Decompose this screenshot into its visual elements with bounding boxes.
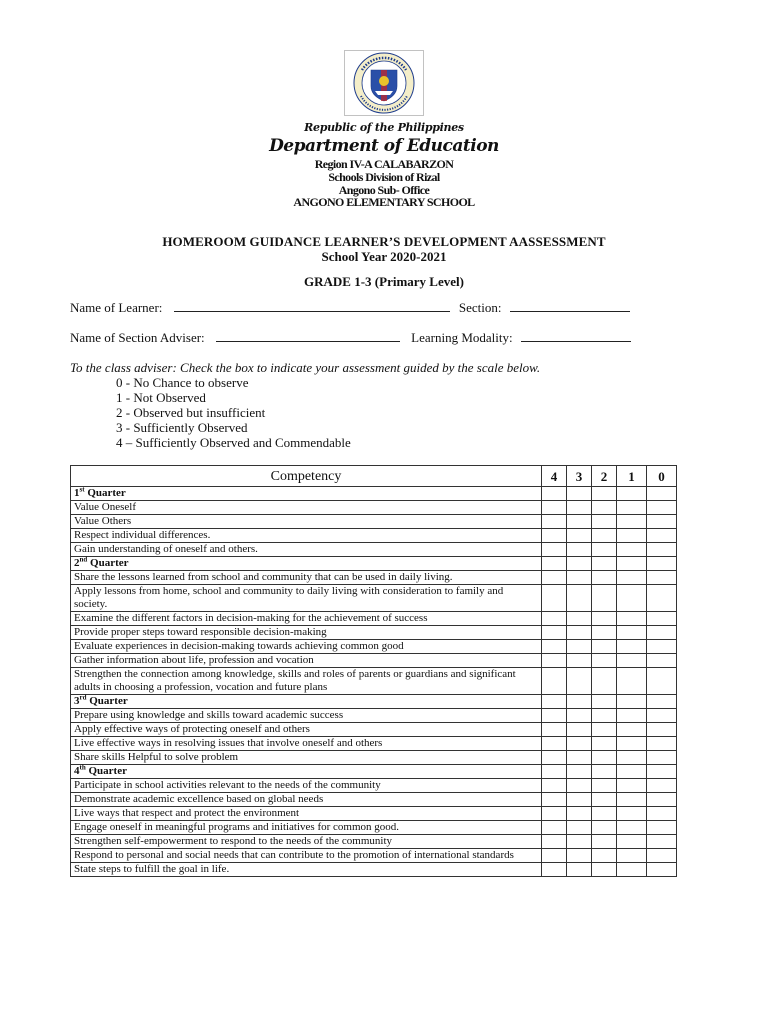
rating-checkbox-cell[interactable]	[542, 737, 567, 751]
quarter-blank-cell	[647, 765, 677, 779]
scale-column-header: 0	[647, 466, 677, 487]
quarter-header-row	[71, 765, 677, 779]
rating-checkbox-cell[interactable]	[617, 751, 647, 765]
rating-checkbox-cell[interactable]	[542, 821, 567, 835]
rating-checkbox-cell[interactable]	[567, 737, 592, 751]
quarter-label: 2nd Quarter	[71, 557, 542, 571]
rating-checkbox-cell[interactable]	[542, 654, 567, 668]
competency-text: Respond to personal and social needs that can contribute to the promotion of international standards	[71, 849, 542, 863]
competency-text: Apply lessons from home, school and community to daily living with consideration to family and society.	[71, 585, 542, 612]
rating-checkbox-cell[interactable]	[542, 863, 567, 877]
rating-checkbox-cell[interactable]	[567, 793, 592, 807]
rating-checkbox-cell[interactable]	[617, 571, 647, 585]
rating-checkbox-cell[interactable]	[542, 709, 567, 723]
grade-level: GRADE 1-3 (Primary Level)	[304, 274, 464, 289]
rating-checkbox-cell[interactable]	[592, 640, 617, 654]
rating-checkbox-cell[interactable]	[647, 626, 677, 640]
rating-checkbox-cell[interactable]	[567, 515, 592, 529]
rating-checkbox-cell[interactable]	[617, 723, 647, 737]
rating-checkbox-cell[interactable]	[647, 737, 677, 751]
adviser-row	[70, 329, 631, 346]
rating-checkbox-cell[interactable]	[647, 515, 677, 529]
rating-checkbox-cell[interactable]	[617, 612, 647, 626]
rating-checkbox-cell[interactable]	[567, 668, 592, 695]
rating-checkbox-cell[interactable]	[567, 751, 592, 765]
rating-checkbox-cell[interactable]	[542, 835, 567, 849]
rating-checkbox-cell[interactable]	[647, 612, 677, 626]
quarter-blank-cell	[592, 695, 617, 709]
rating-checkbox-cell[interactable]	[567, 723, 592, 737]
rating-checkbox-cell[interactable]	[567, 501, 592, 515]
rating-checkbox-cell[interactable]	[592, 737, 617, 751]
table-row	[71, 863, 677, 877]
competency-text: Engage oneself in meaningful programs and initiatives for common good.	[71, 821, 542, 835]
rating-checkbox-cell[interactable]	[592, 793, 617, 807]
rating-checkbox-cell[interactable]	[617, 668, 647, 695]
rating-checkbox-cell[interactable]	[617, 501, 647, 515]
rating-checkbox-cell[interactable]	[567, 821, 592, 835]
rating-checkbox-cell[interactable]	[567, 529, 592, 543]
scale-column-header: 1	[617, 466, 647, 487]
competency-header: Competency	[71, 466, 542, 487]
scale-column-header: 4	[542, 466, 567, 487]
rating-checkbox-cell[interactable]	[542, 585, 567, 612]
rating-checkbox-cell[interactable]	[592, 668, 617, 695]
school-year: School Year 2020-2021	[321, 249, 447, 264]
rating-checkbox-cell[interactable]	[542, 779, 567, 793]
table-row	[71, 751, 677, 765]
quarter-blank-cell	[592, 487, 617, 501]
form-title: HOMEROOM GUIDANCE LEARNER’S DEVELOPMENT AASSESSMENT	[162, 234, 606, 249]
competency-text: Value Others	[71, 515, 542, 529]
rating-checkbox-cell[interactable]	[617, 737, 647, 751]
rating-checkbox-cell[interactable]	[647, 668, 677, 695]
competency-text: Value Oneself	[71, 501, 542, 515]
rating-checkbox-cell[interactable]	[592, 585, 617, 612]
rating-checkbox-cell[interactable]	[542, 626, 567, 640]
quarter-blank-cell	[542, 487, 567, 501]
table-row	[71, 626, 677, 640]
rating-checkbox-cell[interactable]	[617, 863, 647, 877]
rating-checkbox-cell[interactable]	[647, 779, 677, 793]
quarter-label: 3rd Quarter	[71, 695, 542, 709]
competency-text: Respect individual differences.	[71, 529, 542, 543]
quarter-label: 1st Quarter	[71, 487, 542, 501]
scale-item: 4 – Sufficiently Observed and Commendable	[116, 435, 351, 450]
rating-checkbox-cell[interactable]	[592, 626, 617, 640]
competency-text: Participate in school activities relevant to the needs of the community	[71, 779, 542, 793]
rating-checkbox-cell[interactable]	[592, 835, 617, 849]
quarter-blank-cell	[617, 695, 647, 709]
modality-field[interactable]	[521, 329, 631, 342]
rating-checkbox-cell[interactable]	[592, 779, 617, 793]
rating-checkbox-cell[interactable]	[567, 709, 592, 723]
quarter-blank-cell	[647, 557, 677, 571]
rating-checkbox-cell[interactable]	[647, 501, 677, 515]
table-row	[71, 723, 677, 737]
quarter-blank-cell	[617, 765, 647, 779]
competency-rows	[71, 487, 677, 877]
rating-checkbox-cell[interactable]	[542, 640, 567, 654]
table-row	[71, 543, 677, 557]
competency-text: Gain understanding of oneself and others.	[71, 543, 542, 557]
rating-checkbox-cell[interactable]	[647, 571, 677, 585]
rating-checkbox-cell[interactable]	[542, 571, 567, 585]
rating-checkbox-cell[interactable]	[542, 501, 567, 515]
rating-checkbox-cell[interactable]	[567, 612, 592, 626]
rating-checkbox-cell[interactable]	[542, 515, 567, 529]
rating-checkbox-cell[interactable]	[647, 849, 677, 863]
table-row	[71, 612, 677, 626]
section-label: Section:	[458, 300, 502, 315]
table-row	[71, 529, 677, 543]
school-label: ANGONO ELEMENTARY SCHOOL	[293, 195, 475, 209]
table-row	[71, 807, 677, 821]
rating-checkbox-cell[interactable]	[592, 723, 617, 737]
rating-checkbox-cell[interactable]	[617, 654, 647, 668]
rating-checkbox-cell[interactable]	[647, 543, 677, 557]
rating-checkbox-cell[interactable]	[567, 863, 592, 877]
competency-text: Live ways that respect and protect the environment	[71, 807, 542, 821]
learner-row	[70, 299, 630, 316]
competency-text: Provide proper steps toward responsible decision-making	[71, 626, 542, 640]
competency-text: Demonstrate academic excellence based on global needs	[71, 793, 542, 807]
rating-checkbox-cell[interactable]	[592, 612, 617, 626]
learner-label: Name of Learner:	[70, 300, 163, 315]
adviser-label: Name of Section Adviser:	[70, 330, 205, 345]
quarter-blank-cell	[617, 557, 647, 571]
rating-checkbox-cell[interactable]	[647, 835, 677, 849]
rating-checkbox-cell[interactable]	[617, 821, 647, 835]
quarter-blank-cell	[542, 557, 567, 571]
rating-checkbox-cell[interactable]	[617, 640, 647, 654]
table-row	[71, 654, 677, 668]
quarter-blank-cell	[647, 487, 677, 501]
table-row	[71, 779, 677, 793]
rating-checkbox-cell[interactable]	[542, 751, 567, 765]
rating-checkbox-cell[interactable]	[647, 709, 677, 723]
rating-checkbox-cell[interactable]	[647, 640, 677, 654]
department-label: Department of Education	[269, 136, 499, 156]
quarter-blank-cell	[617, 487, 647, 501]
rating-checkbox-cell[interactable]	[542, 807, 567, 821]
rating-checkbox-cell[interactable]	[567, 779, 592, 793]
competency-text: Strengthen self-empowerment to respond to the needs of the community	[71, 835, 542, 849]
rating-checkbox-cell[interactable]	[647, 863, 677, 877]
scale-item: 2 - Observed but insufficient	[116, 405, 266, 420]
quarter-blank-cell	[567, 695, 592, 709]
table-row	[71, 821, 677, 835]
rating-checkbox-cell[interactable]	[567, 626, 592, 640]
rating-checkbox-cell[interactable]	[647, 807, 677, 821]
quarter-blank-cell	[542, 765, 567, 779]
competency-text: Examine the different factors in decision-making for the achievement of success	[71, 612, 542, 626]
section-field[interactable]	[510, 299, 630, 312]
competency-text: Evaluate experiences in decision-making towards achieving common good	[71, 640, 542, 654]
competency-text: Share the lessons learned from school and community that can be used in daily living.	[71, 571, 542, 585]
region-label: Region IV-A CALABARZON	[314, 157, 454, 171]
rating-checkbox-cell[interactable]	[567, 543, 592, 557]
quarter-blank-cell	[592, 557, 617, 571]
rating-checkbox-cell[interactable]	[592, 863, 617, 877]
republic-label: Republic of the Philippines	[304, 121, 464, 134]
table-row	[71, 709, 677, 723]
quarter-header-row	[71, 487, 677, 501]
rating-checkbox-cell[interactable]	[617, 515, 647, 529]
rating-checkbox-cell[interactable]	[592, 849, 617, 863]
rating-checkbox-cell[interactable]	[647, 723, 677, 737]
quarter-blank-cell	[567, 765, 592, 779]
rating-checkbox-cell[interactable]	[542, 529, 567, 543]
competency-text: Live effective ways in resolving issues that involve oneself and others	[71, 737, 542, 751]
quarter-header-row	[71, 557, 677, 571]
rating-checkbox-cell[interactable]	[567, 585, 592, 612]
rating-checkbox-cell[interactable]	[617, 793, 647, 807]
competency-table	[70, 465, 677, 877]
quarter-header-row	[71, 695, 677, 709]
rating-checkbox-cell[interactable]	[567, 654, 592, 668]
rating-checkbox-cell[interactable]	[542, 668, 567, 695]
table-row	[71, 515, 677, 529]
quarter-blank-cell	[567, 487, 592, 501]
table-row	[71, 501, 677, 515]
rating-checkbox-cell[interactable]	[542, 849, 567, 863]
rating-checkbox-cell[interactable]	[592, 529, 617, 543]
deped-seal-icon	[344, 50, 424, 116]
adviser-name-field[interactable]	[216, 329, 400, 342]
table-row	[71, 737, 677, 751]
rating-checkbox-cell[interactable]	[617, 849, 647, 863]
scale-column-header: 3	[567, 466, 592, 487]
rating-checkbox-cell[interactable]	[617, 807, 647, 821]
rating-checkbox-cell[interactable]	[592, 515, 617, 529]
competency-text: Prepare using knowledge and skills toward academic success	[71, 709, 542, 723]
rating-checkbox-cell[interactable]	[647, 654, 677, 668]
rating-checkbox-cell[interactable]	[617, 585, 647, 612]
scale-column-header: 2	[592, 466, 617, 487]
rating-checkbox-cell[interactable]	[592, 571, 617, 585]
division-label: Schools Division of Rizal	[328, 170, 440, 184]
instruction-text: To the class adviser: Check the box to indicate your assessment guided by the scale below.	[70, 360, 541, 375]
rating-checkbox-cell[interactable]	[617, 835, 647, 849]
scale-item: 1 - Not Observed	[116, 390, 206, 405]
quarter-blank-cell	[542, 695, 567, 709]
modality-label: Learning Modality:	[411, 330, 513, 345]
quarter-label: 4th Quarter	[71, 765, 542, 779]
table-row	[71, 585, 677, 612]
table-row	[71, 668, 677, 695]
sub-office-label: Angono Sub- Office	[338, 183, 430, 197]
learner-name-field[interactable]	[174, 299, 450, 312]
competency-text: State steps to fulfill the goal in life.	[71, 863, 542, 877]
scale-item: 0 - No Chance to observe	[116, 375, 249, 390]
scale-item: 3 - Sufficiently Observed	[116, 420, 248, 435]
rating-checkbox-cell[interactable]	[567, 835, 592, 849]
rating-checkbox-cell[interactable]	[542, 612, 567, 626]
rating-checkbox-cell[interactable]	[567, 849, 592, 863]
rating-checkbox-cell[interactable]	[617, 626, 647, 640]
table-row	[71, 849, 677, 863]
rating-checkbox-cell[interactable]	[592, 654, 617, 668]
rating-checkbox-cell[interactable]	[567, 807, 592, 821]
rating-checkbox-cell[interactable]	[647, 751, 677, 765]
rating-checkbox-cell[interactable]	[647, 821, 677, 835]
rating-checkbox-cell[interactable]	[592, 751, 617, 765]
table-row	[71, 571, 677, 585]
rating-checkbox-cell[interactable]	[542, 793, 567, 807]
rating-checkbox-cell[interactable]	[617, 779, 647, 793]
rating-checkbox-cell[interactable]	[592, 709, 617, 723]
rating-checkbox-cell[interactable]	[647, 529, 677, 543]
rating-checkbox-cell[interactable]	[617, 709, 647, 723]
table-row	[71, 835, 677, 849]
rating-checkbox-cell[interactable]	[617, 529, 647, 543]
rating-checkbox-cell[interactable]	[542, 543, 567, 557]
rating-checkbox-cell[interactable]	[592, 821, 617, 835]
quarter-blank-cell	[567, 557, 592, 571]
rating-checkbox-cell[interactable]	[592, 543, 617, 557]
rating-checkbox-cell[interactable]	[542, 723, 567, 737]
rating-checkbox-cell[interactable]	[617, 543, 647, 557]
table-header-row	[71, 466, 677, 487]
table-row	[71, 793, 677, 807]
quarter-blank-cell	[647, 695, 677, 709]
rating-checkbox-cell[interactable]	[647, 793, 677, 807]
competency-text: Gather information about life, profession and vocation	[71, 654, 542, 668]
rating-checkbox-cell[interactable]	[567, 640, 592, 654]
competency-text: Apply effective ways of protecting oneself and others	[71, 723, 542, 737]
competency-text: Strengthen the connection among knowledge, skills and roles of parents or guardians and significant adults in choosing a profession, vocation and future plans	[71, 668, 542, 695]
rating-checkbox-cell[interactable]	[647, 585, 677, 612]
rating-checkbox-cell[interactable]	[592, 807, 617, 821]
rating-checkbox-cell[interactable]	[592, 501, 617, 515]
quarter-blank-cell	[592, 765, 617, 779]
competency-text: Share skills Helpful to solve problem	[71, 751, 542, 765]
rating-checkbox-cell[interactable]	[567, 571, 592, 585]
table-row	[71, 640, 677, 654]
